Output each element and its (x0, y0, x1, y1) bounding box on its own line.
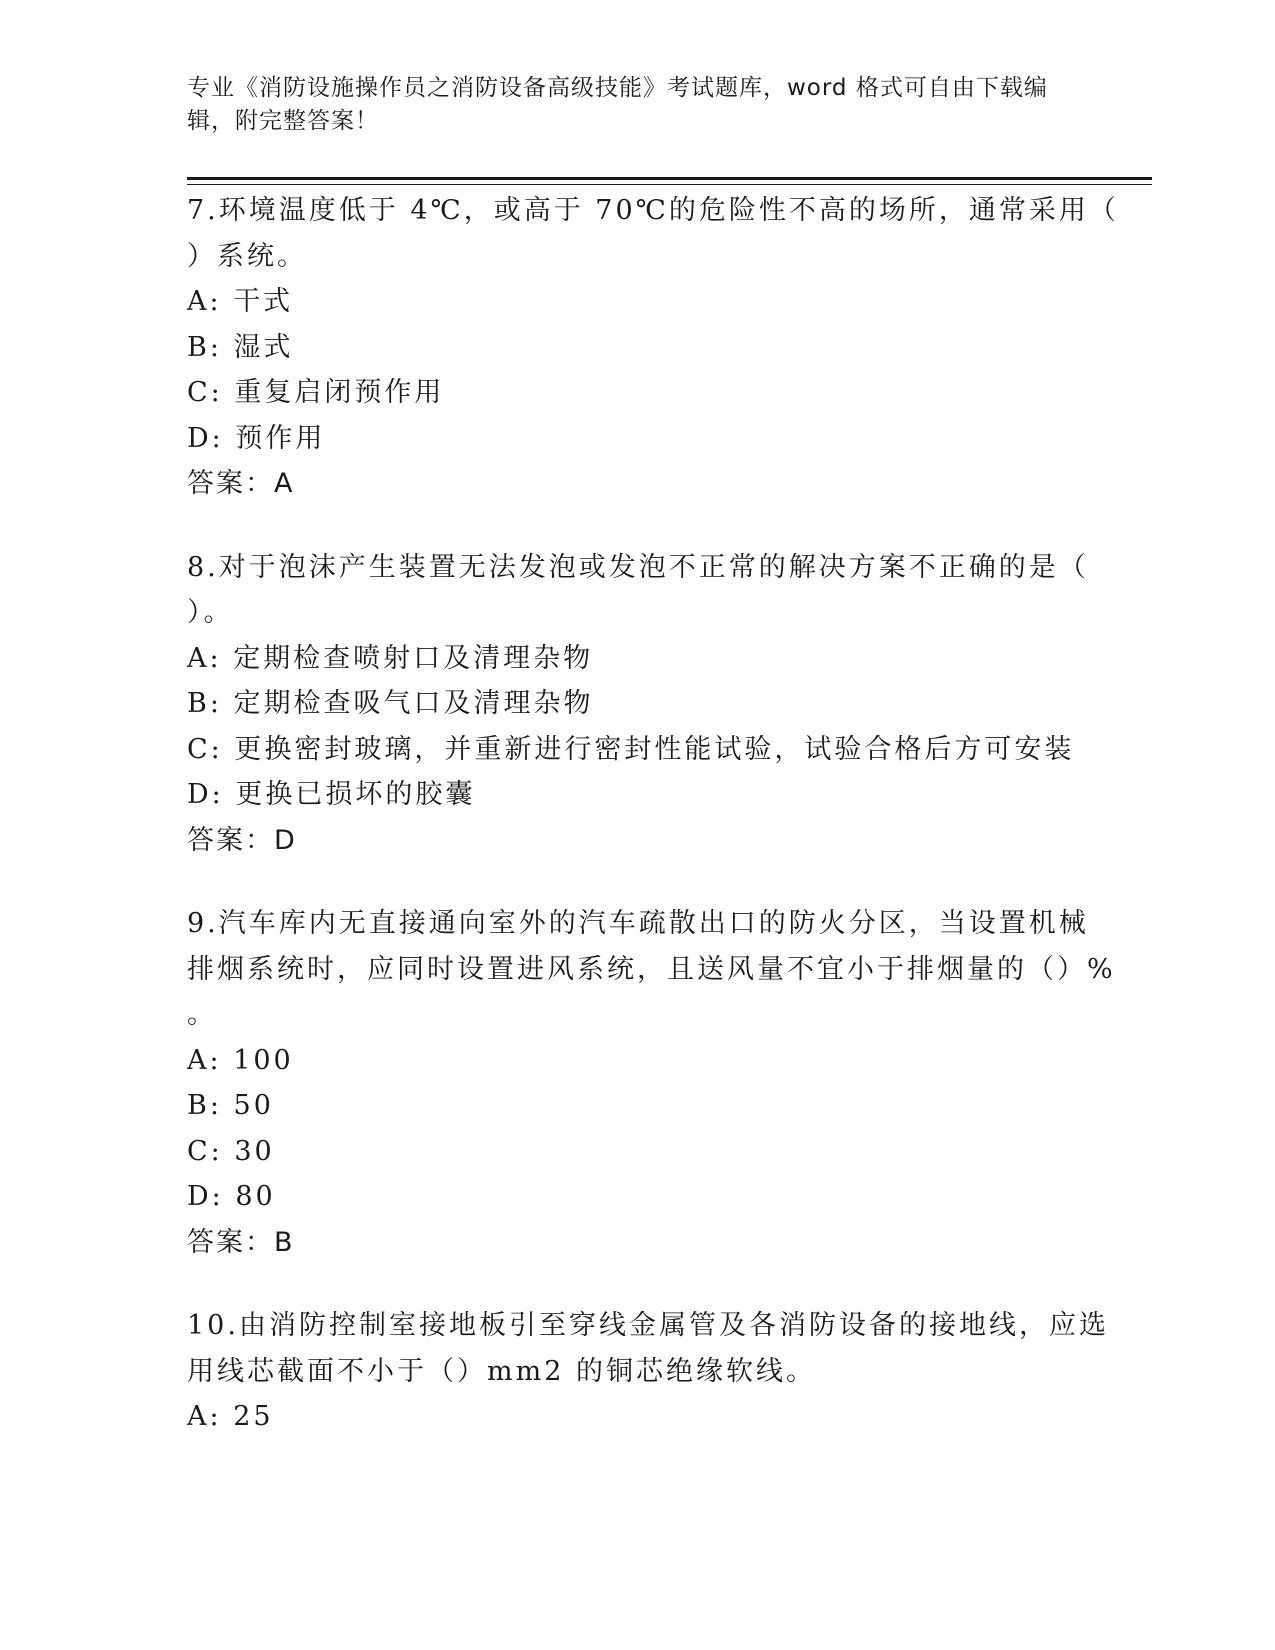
header-divider-thin (187, 184, 1152, 185)
option-label: D: (187, 779, 236, 810)
option-d (187, 1174, 1087, 1220)
option-text: 更换已损坏的胶囊 (235, 779, 476, 810)
option-a (187, 636, 1087, 682)
answer-line: 答案：A (187, 468, 295, 499)
option-text: 100 (233, 1044, 294, 1076)
option-label: B: (187, 688, 234, 719)
option-text: 定期检查吸气口及清理杂物 (233, 688, 594, 719)
option-a (187, 279, 1087, 325)
option-text: 80 (235, 1181, 276, 1212)
option-label: D: (187, 1181, 236, 1212)
option-text: 50 (233, 1090, 274, 1121)
question-stem-line: ）系统。 (187, 240, 307, 272)
option-label: A: (187, 1044, 234, 1076)
option-a (187, 1038, 1087, 1084)
question-stem-line: 用线芯截面不小于（）mm2 的铜芯绝缘软线。 (187, 1355, 816, 1387)
option-label: C: (187, 377, 235, 408)
question-stem-line: 8.对于泡沫产生装置无法发泡或发泡不正常的解决方案不正确的是（ (187, 551, 1089, 583)
question-list (187, 188, 1119, 1478)
question-10 (187, 1303, 1109, 1440)
option-text: 湿式 (233, 331, 294, 363)
question-8 (187, 545, 1087, 864)
document-header (187, 72, 1087, 138)
question-7 (187, 188, 1119, 507)
option-b (187, 1083, 1087, 1129)
option-label: D: (187, 422, 236, 454)
option-label: A: (187, 642, 234, 674)
option-b (187, 325, 1087, 371)
option-text: 更换密封玻璃，并重新进行密封性能试验，试验合格后方可安装 (234, 733, 1075, 765)
option-a (187, 1394, 1087, 1440)
option-c (187, 1129, 1087, 1175)
question-stem-line: 7.环境温度低于 4℃，或高于 70℃的危险性不高的场所，通常采用（ (187, 195, 1119, 226)
option-text: 定期检查喷射口及清理杂物 (233, 642, 594, 674)
option-label: B: (187, 1090, 234, 1121)
header-line-2: 辑，附完整答案！ (187, 108, 379, 134)
question-stem-line: ）。 (187, 597, 234, 628)
option-label: B: (187, 331, 234, 363)
header-line-1: 专业《消防设施操作员之消防设备高级技能》考试题库，word 格式可自由下载编 (187, 75, 1048, 101)
header-divider-thick (187, 177, 1152, 180)
option-label: C: (187, 1135, 235, 1167)
option-text: 干式 (233, 286, 294, 317)
option-d (187, 772, 1087, 818)
option-c (187, 370, 1087, 416)
option-d (187, 416, 1087, 462)
question-stem-line: 10.由消防控制室接地板引至穿线金属管及各消防设备的接地线，应选 (187, 1310, 1109, 1341)
option-text: 重复启闭预作用 (234, 377, 445, 408)
option-label: C: (187, 733, 235, 765)
option-c (187, 727, 1087, 773)
answer-line: 答案：B (187, 1226, 295, 1258)
question-stem-line: 9.汽车库内无直接通向室外的汽车疏散出口的防火分区，当设置机械 (187, 908, 1089, 939)
answer-line: 答案：D (187, 824, 297, 856)
question-stem-line: 。 (187, 999, 217, 1030)
option-text: 预作用 (235, 422, 326, 454)
option-label: A: (187, 286, 234, 317)
option-text: 30 (234, 1135, 275, 1167)
option-text: 25 (233, 1401, 274, 1432)
question-9 (187, 901, 1116, 1265)
option-b (187, 681, 1087, 727)
option-label: A: (187, 1401, 234, 1432)
question-stem-line: 排烟系统时，应同时设置进风系统，且送风量不宜小于排烟量的（）% (187, 953, 1116, 985)
